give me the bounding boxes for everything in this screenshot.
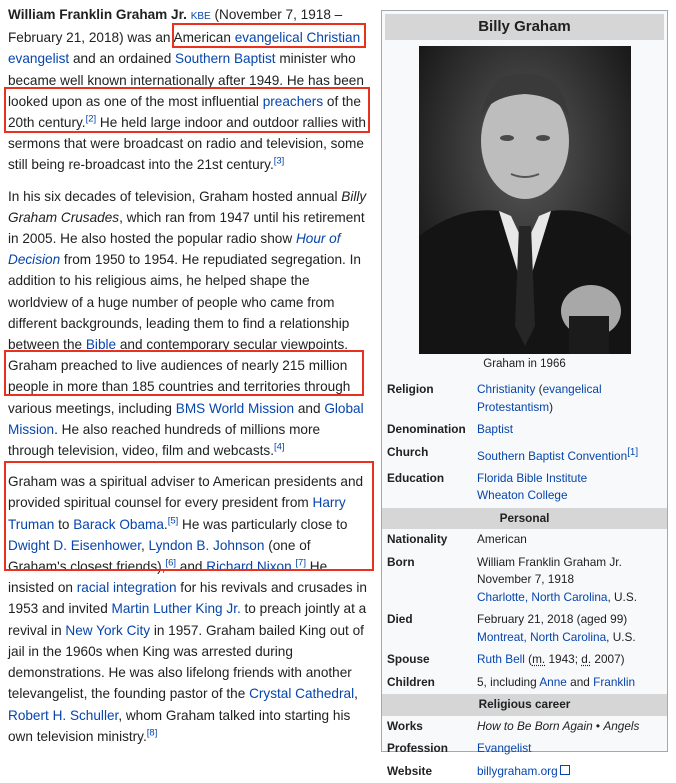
career-header: Religious career [382,694,667,716]
website-link[interactable]: billygraham.org [477,764,570,778]
link-florida-bible-institute[interactable]: Florida Bible Institute [477,470,588,485]
denomination-label: Denomination [387,422,466,436]
link-mlk[interactable]: Martin Luther King Jr. [111,601,241,617]
died-label: Died [387,612,413,627]
link-ruth-bell[interactable]: Ruth Bell [477,652,525,667]
link-bible[interactable]: Bible [85,337,117,353]
nationality-label: Nationality [387,532,448,547]
kbe-link[interactable]: KBE [190,11,211,22]
link-evangelical-protestantism[interactable]: evangelical Protestantism [477,382,602,414]
link-racial-integration[interactable]: racial integration [76,580,177,596]
church-label: Church [387,444,429,459]
link-bms-world-mission[interactable]: BMS World Mission [175,400,295,416]
link-montreat[interactable]: Montreat, North Carolina [477,629,607,644]
ref-6[interactable]: [6] [165,557,177,569]
ref-2[interactable]: [2] [85,113,97,125]
link-christianity[interactable]: Christianity [477,382,536,396]
ref-1[interactable]: [1] [627,446,639,458]
ref-5[interactable]: [5] [167,515,179,527]
link-charlotte[interactable]: Charlotte, North Carolina [477,589,608,604]
link-sbc[interactable]: Southern Baptist Convention [477,448,628,463]
ref-3[interactable]: [3] [273,155,285,167]
born-label: Born [387,554,415,569]
website-label: Website [387,763,433,778]
link-lbj[interactable]: Lyndon B. Johnson [148,537,265,553]
link-evangelical[interactable]: evangelical [234,30,303,46]
works-label: Works [387,718,423,733]
paragraph-intro: William Franklin Graham Jr. KBE (November 7, 1918 – February 21, 2018) was an American evangelical Christian evangelist and an ordained Southern Baptist minister who became well known internationally after 1949. He has been looked upon as one of the most influential preachers of the 20th century.[2] He held large indoor and outdoor rallies with sermons that were broadcast on radio and television, some still being re-broadcast into the 21st century.[3] [8,7,366,173]
nationality-value: American [477,532,527,547]
crusades-title: Billy Graham Crusades [8,188,367,225]
photo-caption: Graham in 1966 [483,357,566,370]
subject-name: William Franklin Graham Jr. [8,7,187,22]
paragraph-presidents: Graham was a spiritual adviser to American presidents and provided spiritual counsel for every president from Harry Truman to Barack Obama.[5] He was particularly close to Dwight D. Eisenhower, Lyndon B. Johnson (one of Graham's closest friends),[6] and Richard Nixon.[7] He insisted on racial integration for his revivals and crusades in 1953 and invited Martin Luther King Jr. to preach jointly at a revival in New York City in 1957. Graham bailed King out of jail in the 1960s when King was arrested during demonstrations. He was also lifelong friends with another televangelist, the founding pastor of the Crystal Cathedral, Robert H. Schuller, whom Graham talked into starting his own television ministry.[8] [8,474,367,744]
link-eisenhower[interactable]: Dwight D. Eisenhower [8,537,141,553]
link-preachers[interactable]: preachers [262,93,324,109]
link-crystal-cathedral[interactable]: Crystal Cathedral [249,686,355,702]
link-evangelist[interactable]: Evangelist [477,741,532,756]
infobox-title: Billy Graham [385,14,664,40]
link-christian-evangelist[interactable]: Christian evangelist [8,30,361,67]
children-label: Children [387,674,435,689]
spouse-label: Spouse [387,652,430,667]
infobox-table: Religion Christianity (evangelical Protestantism) Denomination Baptist Church Southern Baptist Convention[1] Education Florida Bible Institute Wheaton College Personal Nationality American Born William Franklin Graham Jr. November 7, 1918 Charlotte, North Carolina, U.S. Died February 21, 2018 (aged 99) Montreat, North Carolina, U.S. Spouse Ruth Bell (m. 1943; d. 2007) Children 5, including Anne and Franklin Religious career Works How to Be Born Again • Angels Profession Evangelist Website billygraham.org [382,379,667,783]
link-barack-obama[interactable]: Barack Obama [73,516,164,532]
ref-7[interactable]: [7] [295,557,306,569]
link-new-york-city[interactable]: New York City [65,622,151,638]
link-harry-truman[interactable]: Harry Truman [8,495,346,532]
ref-8[interactable]: [8] [146,727,158,739]
education-label: Education [387,470,445,485]
ref-4[interactable]: [4] [273,441,285,453]
religion-label: Religion [387,382,434,396]
infobox [381,10,668,778]
link-hour-of-decision[interactable]: Hour of Decision [8,231,341,268]
link-anne[interactable]: Anne [539,674,567,689]
link-richard-nixon[interactable]: Richard Nixon [206,559,292,575]
link-southern-baptist[interactable]: Southern Baptist [175,51,276,67]
link-wheaton-college[interactable]: Wheaton College [477,488,568,503]
link-robert-schuller[interactable]: Robert H. Schuller [8,707,119,723]
link-franklin[interactable]: Franklin [593,674,636,689]
paragraph-television: In his six decades of television, Graham hosted annual Billy Graham Crusades, which ran from 1947 until his retirement in 2005. He also hosted the popular radio show Hour of Decision from 1950 to 1954. He repudiated segregation. In addition to his religious aims, he helped shape the worldview of a huge number of people who came from different backgrounds, leading them to find a relationship between the Bible and contemporary secular viewpoints. Graham preached to live audiences of nearly 215 million people in more than 185 countries and territories through various meetings, including BMS World Mission and Global Mission. He also reached hundreds of millions more through television, video, film and webcasts.[4] [8,188,367,459]
link-baptist[interactable]: Baptist [477,422,514,436]
profession-label: Profession [387,741,448,756]
link-global-mission[interactable]: Global Mission [8,400,364,437]
portrait-photo [419,46,631,354]
personal-header: Personal [382,508,667,530]
article-body [8,4,368,757]
